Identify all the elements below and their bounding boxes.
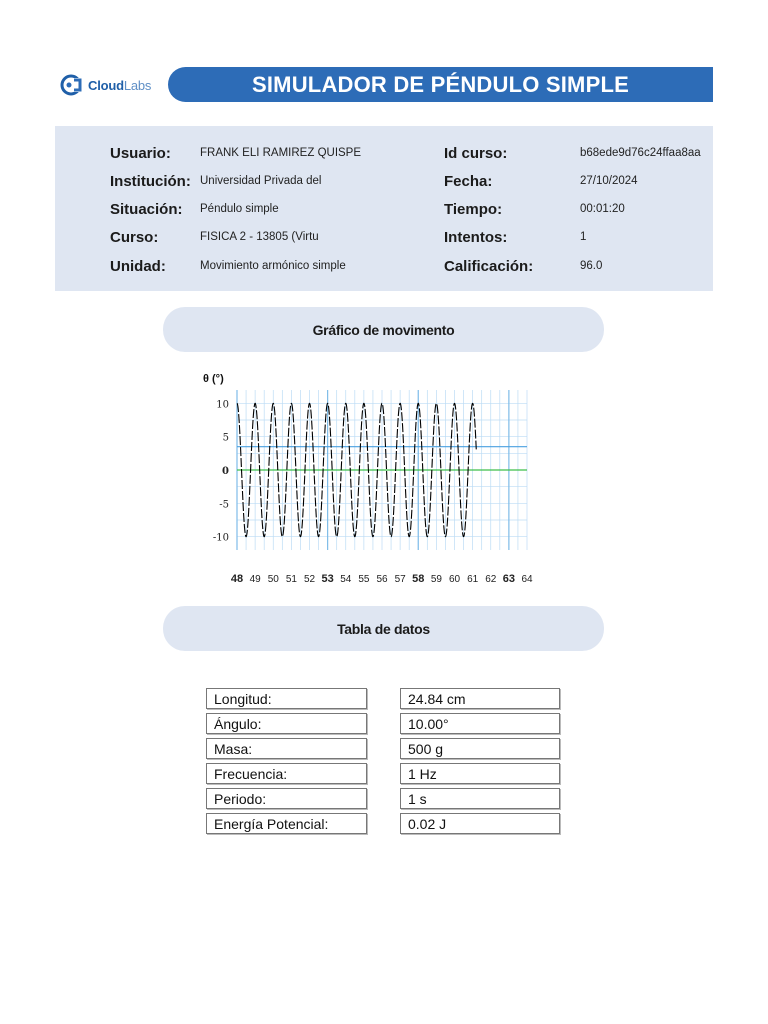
y-tick-label: 5 — [222, 432, 229, 444]
x-tick-label: 57 — [394, 574, 406, 585]
info-row-situacion — [110, 199, 435, 219]
info-row-fecha — [444, 171, 713, 191]
info-row-intentos — [444, 227, 713, 247]
info-row-id-curso — [444, 143, 713, 163]
info-label: Usuario: — [110, 144, 171, 162]
table-value-cell: 24.84 cm — [400, 688, 560, 709]
table-value-cell: 1 s — [400, 788, 560, 809]
info-row-curso — [110, 227, 435, 247]
motion-chart-svg — [195, 365, 535, 595]
info-label: Unidad: — [110, 257, 166, 275]
info-row-unidad — [110, 256, 435, 276]
chart-section-header — [163, 307, 604, 352]
x-tick-label: 50 — [267, 574, 279, 585]
cloud-logo-icon — [60, 72, 86, 98]
info-label: Institución: — [110, 172, 191, 190]
info-label: Situación: — [110, 200, 183, 218]
x-tick-label: 56 — [376, 574, 388, 585]
info-value: b68ede9d76c24ffaa8aa — [580, 147, 701, 159]
info-panel — [55, 126, 713, 291]
y-tick-label: 0 — [222, 466, 229, 477]
table-label-cell: Masa: — [206, 738, 367, 759]
title-banner — [168, 67, 713, 102]
info-value: FRANK ELI RAMIREZ QUISPE — [200, 147, 362, 159]
table-value-cell: 500 g — [400, 738, 560, 759]
x-tick-label: 63 — [502, 573, 515, 585]
table-value-cell: 1 Hz — [400, 763, 560, 784]
x-tick-label: 48 — [230, 573, 244, 585]
x-tick-label: 49 — [249, 574, 261, 585]
y-axis-label: θ (°) — [203, 373, 224, 385]
x-tick-label: 52 — [303, 574, 316, 585]
table-label-cell: Frecuencia: — [206, 763, 367, 784]
table-value-cell: 10.00° — [400, 713, 560, 734]
cloudlabs-logo — [60, 70, 170, 100]
x-tick-label: 58 — [412, 573, 425, 585]
x-tick-label: 53 — [321, 573, 334, 585]
info-value: 27/10/2024 — [580, 175, 638, 187]
table-value-cell: 0.02 J — [400, 813, 560, 834]
info-label: Id curso: — [444, 144, 508, 162]
y-tick-label: 10 — [216, 399, 229, 411]
info-value: 96.0 — [580, 260, 603, 272]
motion-chart — [195, 365, 535, 595]
x-tick-label: 61 — [467, 574, 479, 585]
info-value: 00:01:20 — [580, 203, 625, 215]
x-tick-label: 59 — [430, 574, 442, 585]
info-value: 1 — [580, 231, 587, 243]
info-value: Péndulo simple — [200, 203, 279, 215]
chart-section-title: Gráfico de movimento — [312, 321, 455, 338]
info-label: Calificación: — [444, 257, 534, 275]
x-tick-label: 51 — [285, 574, 297, 585]
x-tick-label: 60 — [448, 574, 461, 585]
x-tick-label: 62 — [485, 574, 497, 585]
table-label-cell: Energía Potencial: — [206, 813, 367, 834]
info-label: Fecha: — [444, 172, 493, 190]
table-section-header — [163, 606, 604, 651]
table-label-cell: Longitud: — [206, 688, 367, 709]
info-value: Movimiento armónico simple — [200, 260, 346, 272]
info-label: Tiempo: — [444, 200, 503, 218]
table-section-title: Tabla de datos — [337, 620, 430, 637]
y-tick-label: -10 — [212, 532, 229, 544]
table-label-cell: Ángulo: — [206, 713, 367, 734]
logo-text-cloud: Cloud — [88, 77, 124, 93]
x-tick-label: 64 — [521, 574, 533, 585]
info-label: Curso: — [110, 228, 159, 246]
x-tick-label: 55 — [358, 574, 370, 585]
info-row-usuario — [110, 143, 435, 163]
info-row-tiempo — [444, 199, 713, 219]
info-value: FÍSICA 2 - 13805 (Virtu — [200, 231, 319, 243]
table-label-cell: Periodo: — [206, 788, 367, 809]
info-label: Intentos: — [444, 228, 508, 246]
info-row-institucion — [110, 171, 435, 191]
x-tick-label: 54 — [340, 574, 352, 585]
y-tick-label: -5 — [219, 499, 229, 511]
info-row-calificacion — [444, 256, 713, 276]
page-title: SIMULADOR DE PÉNDULO SIMPLE — [252, 71, 629, 97]
logo-text-labs: Labs — [123, 77, 152, 93]
info-value: Universidad Privada del — [200, 175, 322, 187]
